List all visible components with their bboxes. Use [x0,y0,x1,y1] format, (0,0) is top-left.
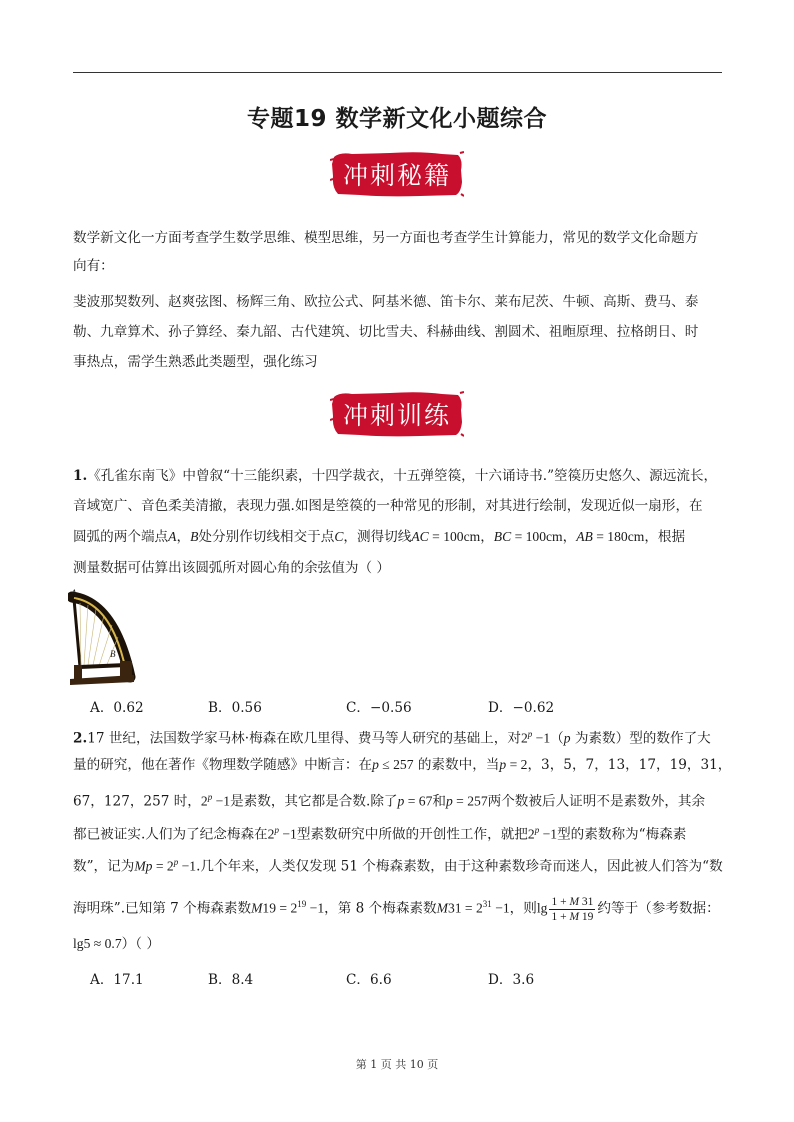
q1-choice-a[interactable]: A．0.62 [90,700,144,716]
konghou-figure [68,585,136,689]
q2-line-2: 量的研究，他在著作《物理数学随感》中断言：在p ≤ 257 的素数中，当p = 2，3，5，7，13，17，19，31， [73,757,732,773]
q1-line-1: 1.《孔雀东南飞》中曾叙“十三能织素，十四学裁衣，十五弹箜篌，十六诵诗书.”箜篌历史悠久、源远流长， [73,468,718,484]
header-rule [73,72,722,73]
banner-secrets [330,150,464,198]
log-fraction: $\frac{1 + M 31}{1 + M 19}$ [551,895,594,923]
q2-line-6: 海明珠”.已知第 7 个梅森素数$M19 = 2^{19} -1$，第 8 个梅森素数$M31 = 2^{31} -1$，则lg $\frac{1 + M 31}{1 + M 19}$ 约等于（参考数据： [73,895,720,923]
q1-choices [90,696,610,716]
intro-line-4: 勒、九章算术、孙子算经、秦九韶、古代建筑、切比雪夫、科赫曲线、割圆术、祖暅原理、拉格朗日、时 [73,324,699,340]
q2-line-1: 2.17 世纪，法国数学家马林·梅森在欧几里得、费马等人研究的基础上，对$2^p -1(p$ 为素数）型的数作了大 [73,729,711,747]
q2-choice-c[interactable]: C．6.6 [346,972,392,988]
page-title: 专题19 数学新文化小题综合 [246,106,547,132]
q1-line-3: 圆弧的两个端点A，B处分别作切线相交于点C，测得切线AC = 100cm，BC = 100cm，AB = 180cm，根据 [73,529,686,545]
intro-line-2: 向有： [73,258,114,274]
intro-line-3: 斐波那契数列、赵爽弦图、杨辉三角、欧拉公式、阿基米德、笛卡尔、莱布尼茨、牛顿、高斯、费马、泰 [73,294,699,310]
q1-choice-b[interactable]: B．0.56 [208,700,262,716]
q2-choice-d[interactable]: D．3.6 [488,972,535,988]
q2-line-3: 67，127，257 时，$2^p -1$是素数，其它都是合数.除了p = 67和p = 257两个数被后人证明不是素数外，其余 [73,792,706,810]
q2-line-5: 数”，记为$Mp = 2^p -1$.几个年来，人类仅发现 51 个梅森素数，由于这种素数珍奇而迷人，因此被人们答为“数 [73,857,723,875]
q2-line-4: 都已被证实.人们为了纪念梅森在$2^p -1$型素数研究中所做的开创性工作，就把$2^p -1$型的素数称为“梅森素 [73,825,687,843]
q1-choice-d[interactable]: D．−0.62 [488,700,555,716]
q1-number: 1. [73,468,88,484]
intro-line-5: 事热点，需学生熟悉此类题型，强化练习 [73,354,318,370]
banner-secrets-label: 冲刺秘籍 [342,161,451,190]
q1-line-2: 音域宽广、音色柔美清撤，表现力强.如图是箜篌的一种常见的形制，对其进行绘制，发现近似一扇形，在 [73,498,703,514]
figure-label-b: B [110,649,116,659]
q2-number: 2. [73,730,88,747]
banner-training-label: 冲刺训练 [342,401,451,430]
konghou-harp-image [68,585,136,689]
banner-training [330,390,464,438]
q2-choice-a[interactable]: A．17.1 [90,972,144,988]
q2-choices [90,968,610,988]
page-footer: 第 1 页 共 10 页 [355,1058,439,1071]
q2-choice-b[interactable]: B．8.4 [208,972,254,988]
q1-choice-c[interactable]: C．−0.56 [346,700,412,716]
q1-line-4: 测量数据可估算出该圆弧所对圆心角的余弦值为（ ） [73,560,390,576]
figure-label-a: A [71,588,77,598]
intro-line-1: 数学新文化一方面考查学生数学思维、模型思维，另一方面也考查学生计算能力，常见的数学文化命题方 [73,230,699,246]
q2-line-7: lg5 ≈ 0.7）（ ） [73,936,160,952]
